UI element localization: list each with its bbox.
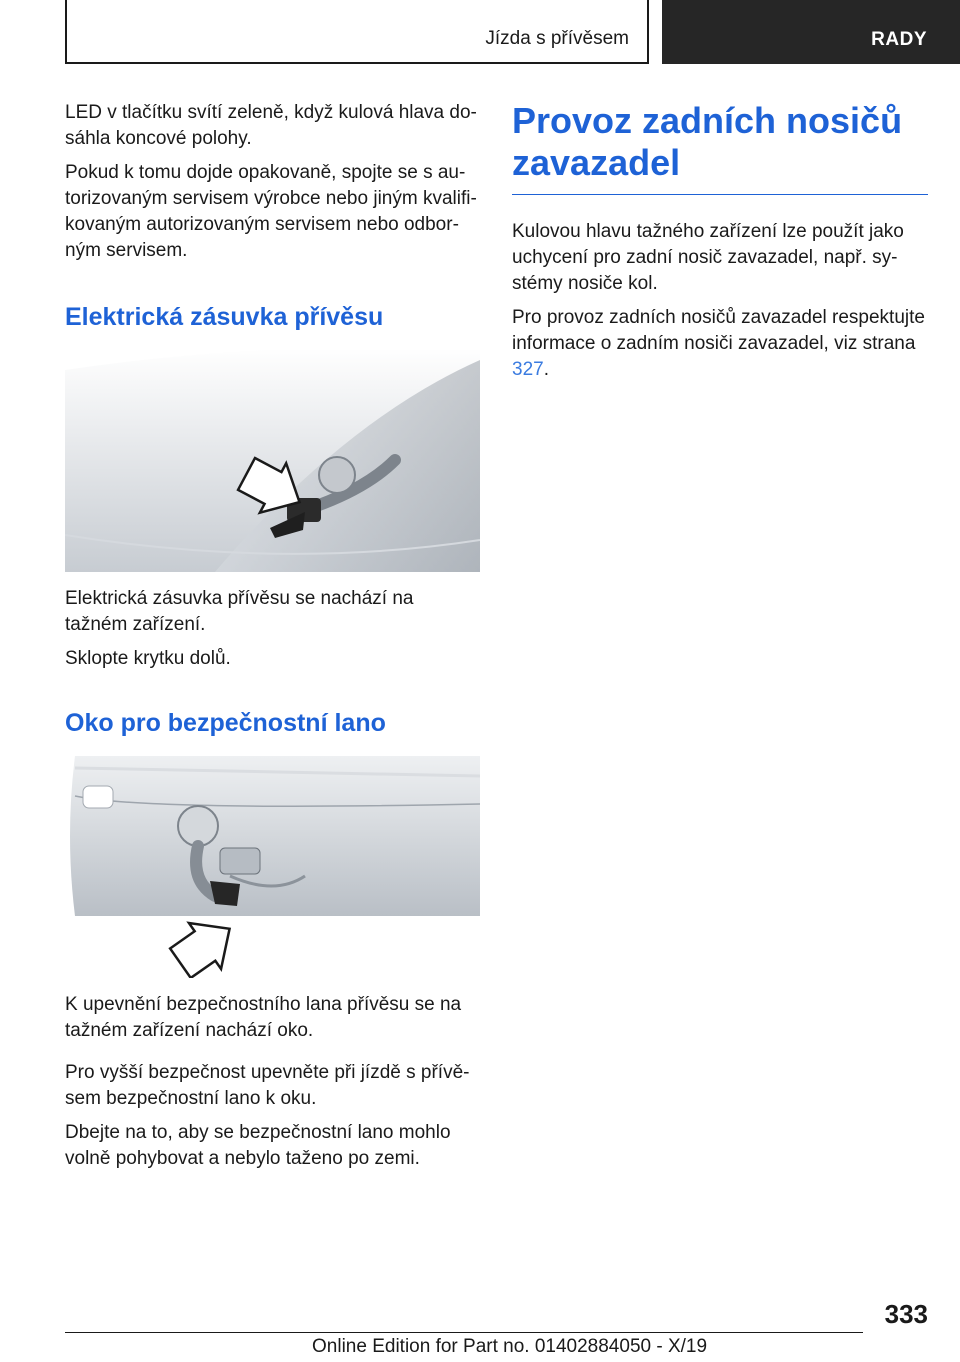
section-title: Jízda s přívěsem [485,28,629,49]
left-column [65,100,477,1172]
intro-paragraph-2: Pokud k tomu dojde opakovaně, spojte se s au-torizovaným servisem výrobce nebo jiným kvalifi-kovaným autorizovaným servisem nebo odbor-ným servisem. [65,162,477,261]
socket-paragraph-1: Elektrická zásuvka přívěsu se nachází na tažném zařízení. [65,588,414,635]
trailer-socket-illustration [65,350,480,572]
intro-paragraph-1: LED v tlačítku svítí zeleně, když kulová hlava do-sáhla koncové polohy. [65,102,477,149]
footer-rule [65,1332,863,1333]
rear-carrier-text: Pro provoz zadních nosičů zavazadel respektujte informace o zadním nosiči zavazadel, viz strana [512,307,925,354]
socket-paragraph-2: Sklopte krytku dolů. [65,648,231,669]
page-number: 333 [884,1299,928,1329]
rear-carrier-paragraph-2 [512,305,928,383]
safety-eye-paragraph-2: Pro vyšší bezpečnost upevněte při jízdě s přívě-sem bezpečnostní lano k oku. [65,1062,470,1109]
safety-eye-heading: Oko pro bezpečnostní lano [65,709,386,737]
running-header [65,0,649,64]
safety-eye-paragraph-1: K upevnění bezpečnostního lana přívěsu se na tažném zařízení nachází oko. [65,994,462,1041]
edition-note: Online Edition for Part no. 01402884050 - X/19 [312,1336,708,1357]
rear-carrier-heading: Provoz zadních nosičů zavazadel [512,100,903,183]
rear-carrier-paragraph-1: Kulovou hlavu tažného zařízení lze použít jako uchycení pro zadní nosič zavazadel, např. sy-stémy nosiče kol. [512,221,904,294]
heading-rule [512,194,928,195]
right-column [512,100,928,383]
safety-eye-illustration [65,756,480,978]
rear-carrier-text-end: . [543,359,549,380]
chapter-tab [662,0,960,64]
socket-heading: Elektrická zásuvka přívěsu [65,303,384,331]
page-reference-link[interactable]: 327 [512,359,544,380]
chapter-label: RADY [871,29,927,50]
safety-eye-paragraph-3: Dbejte na to, aby se bezpečnostní lano mohlo volně pohybovat a nebylo taženo po zemi. [65,1122,451,1169]
